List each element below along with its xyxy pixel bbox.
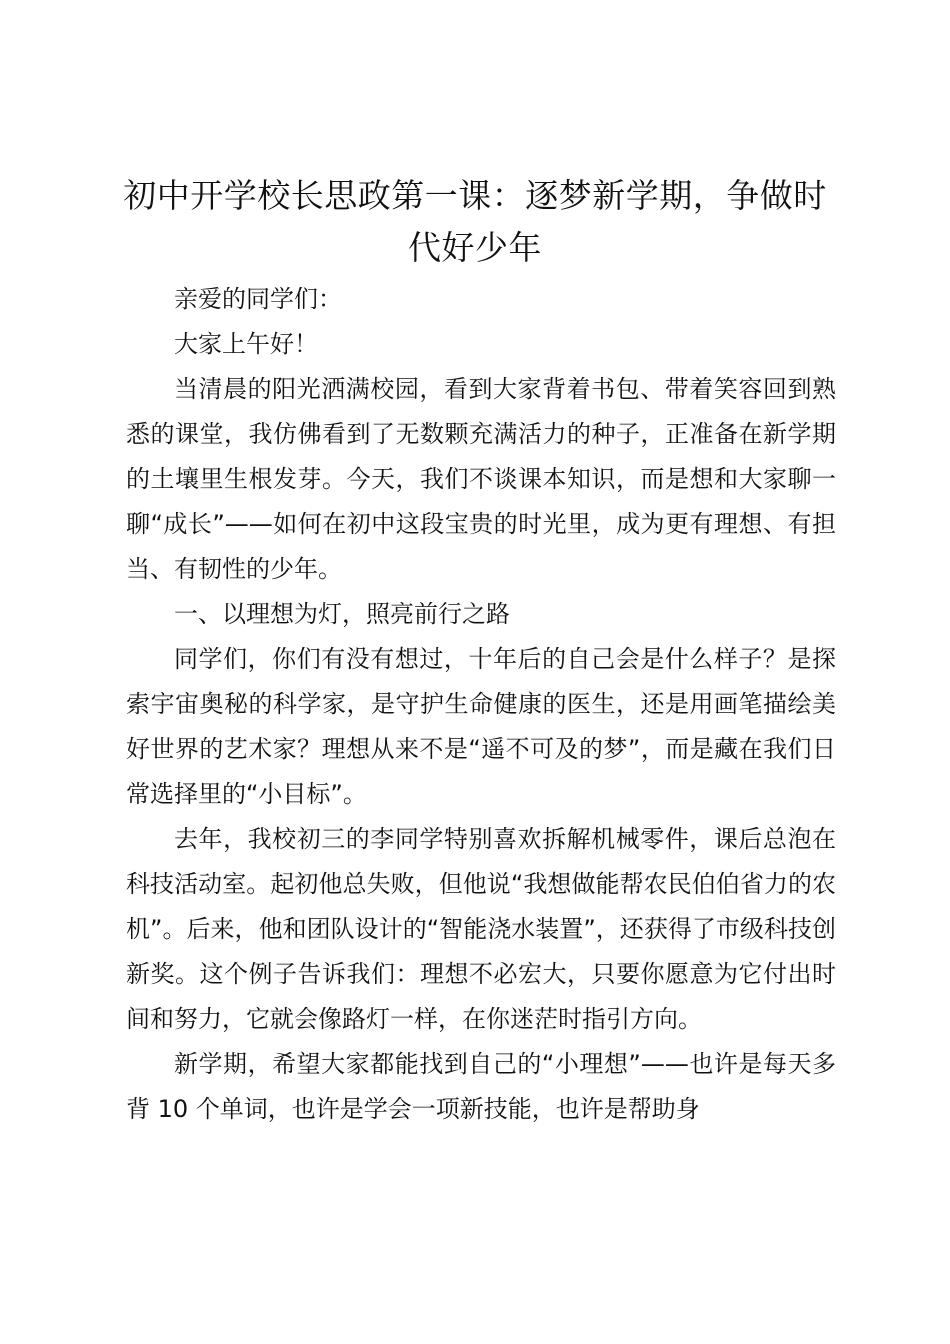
- paragraph-salutation: 大家上午好！: [174, 330, 318, 358]
- paragraph-greeting: 亲爱的同学们：: [174, 285, 342, 313]
- paragraph-ideals: 同学们，你们有没有想过，十年后的自己会是什么样子？是探索宇宙奥秘的科学家，是守护生命健康的医生，还是用画笔描绘美好世界的艺术家？理想从来不是“遥不可及的梦”，而是藏在我们日常选择里的“小目标”。: [126, 645, 836, 808]
- document-body: [126, 277, 836, 1132]
- paragraph-intro: 当清晨的阳光洒满校园，看到大家背着书包、带着笑容回到熟悉的课堂，我仿佛看到了无数颗充满活力的种子，正准备在新学期的土壤里生根发芽。今天，我们不谈课本知识，而是想和大家聊一聊“成长”——如何在初中这段宝贵的时光里，成为更有理想、有担当、有韧性的少年。: [126, 375, 836, 583]
- document-title: 初中开学校长思政第一课：逐梦新学期，争做时代好少年: [123, 176, 827, 267]
- section-heading-1: 一、以理想为灯，照亮前行之路: [174, 600, 510, 628]
- paragraph-new-term: 新学期，希望大家都能找到自己的“小理想”——也许是每天多背 10 个单词，也许是学会一项新技能，也许是帮助身: [126, 1050, 836, 1123]
- paragraph-example: 去年，我校初三的李同学特别喜欢拆解机械零件，课后总泡在科技活动室。起初他总失败，但他说“我想做能帮农民伯伯省力的农机”。后来，他和团队设计的“智能浇水装置”，还获得了市级科技创新奖。这个例子告诉我们：理想不必宏大，只要你愿意为它付出时间和努力，它就会像路灯一样，在你迷茫时指引方向。: [126, 825, 836, 1033]
